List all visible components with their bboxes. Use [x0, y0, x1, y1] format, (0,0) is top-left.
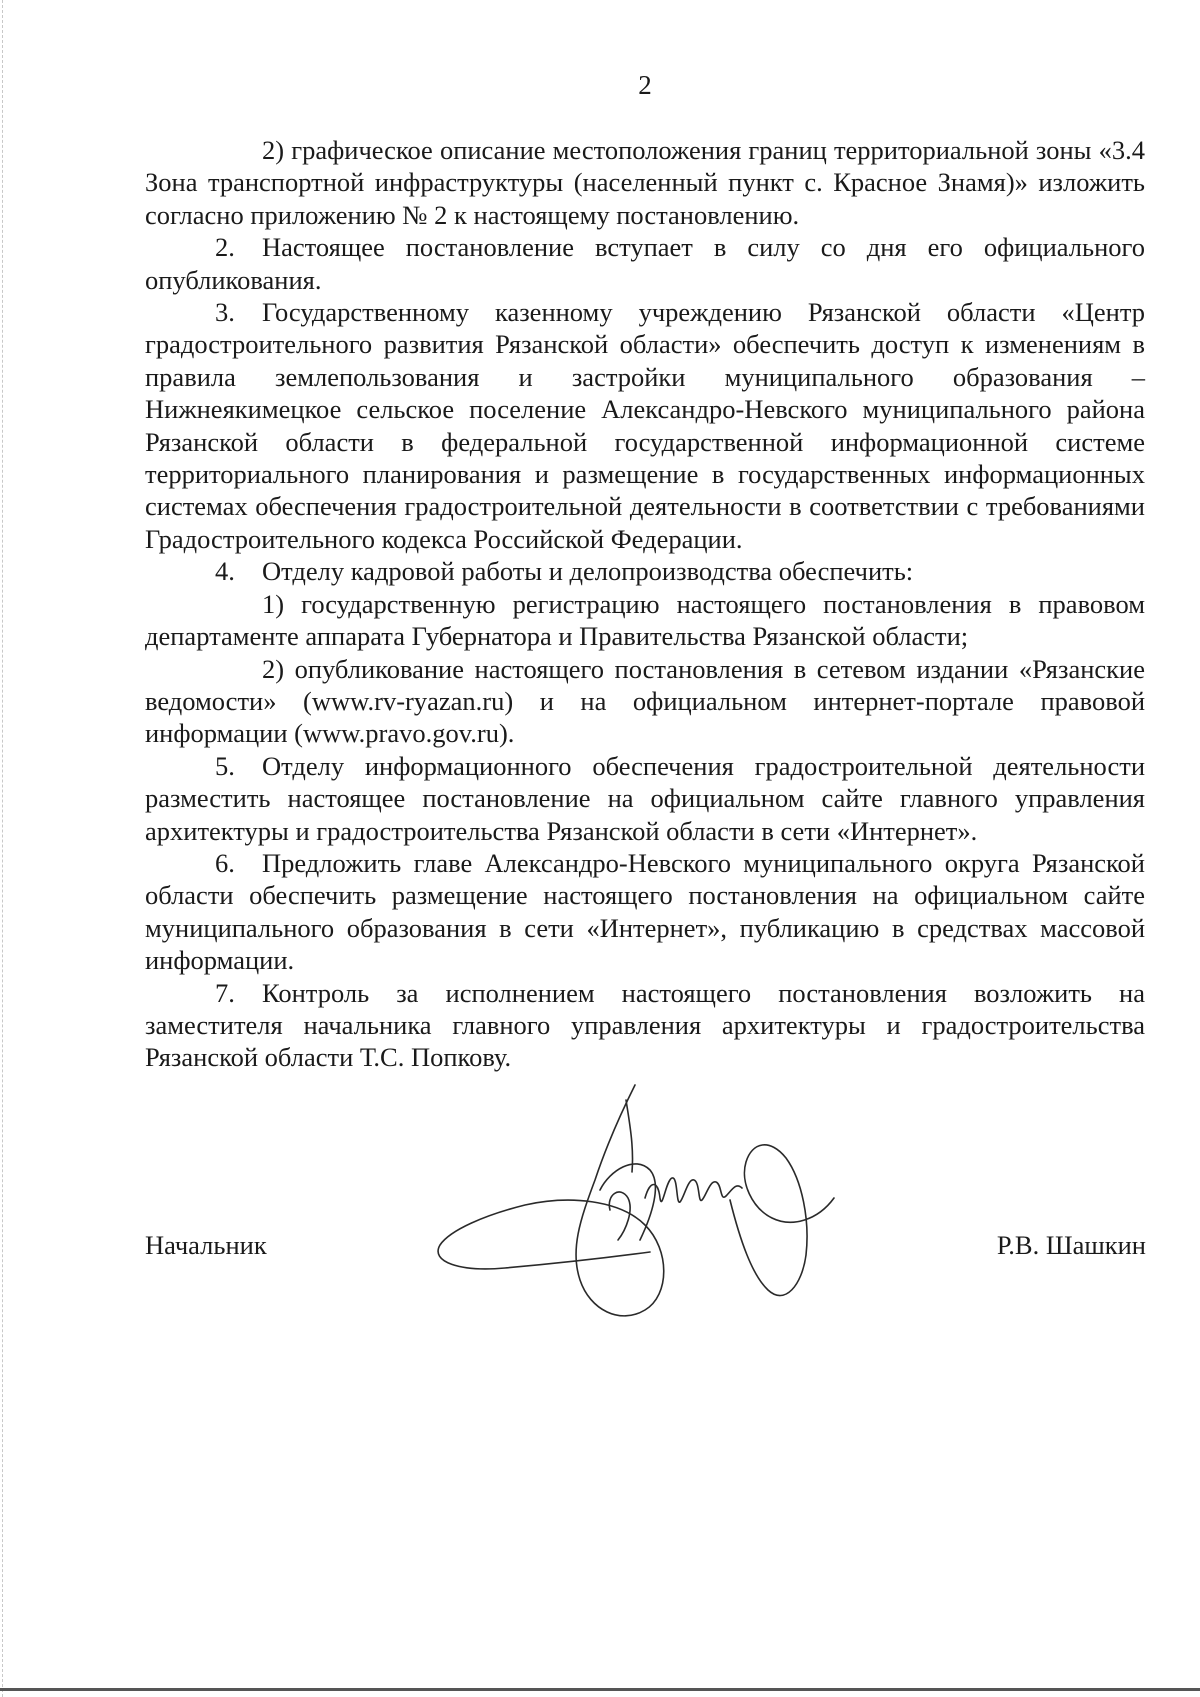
paragraph-4-2-publication — [145, 653, 1145, 750]
paragraph-text: Отделу кадровой работы и делопроизводства обеспечить: — [262, 556, 914, 587]
signatory-title: Начальник — [145, 1230, 267, 1260]
paragraph-number: 5. — [215, 750, 235, 781]
paragraph-item-1-2-graphic-description — [145, 134, 1145, 231]
signature-block — [145, 1230, 1145, 1270]
paragraph-number: 4. — [215, 556, 235, 587]
paragraph-number: 6. — [215, 847, 235, 878]
paragraph-text: Государственному казенному учреждению Рязанской области «Центр градостроительного развития Рязанской области» обеспечить доступ к изменениям в правила землепользования и застройки муниципального образования – Нижнеякимецкое сельское поселение Александро-Невского муниципального района Рязанской области в федеральной государственной информационной системе территориального планирования и размещение в государственных информационных системах обеспечения градостроительной деятельности в соответствии с требованиями Градостроительного кодекса Российской Федерации. — [145, 297, 1145, 554]
paragraph-text: Контроль за исполнением настоящего постановления возложить на заместителя начальника главного управления архитектуры и градостроительства Рязанской области Т.С. Попкову. — [145, 977, 1145, 1073]
paragraph-6-municipal-head — [145, 847, 1145, 977]
paragraph-5-info-department — [145, 750, 1145, 847]
page-bottom-edge — [0, 1688, 1200, 1691]
paragraph-2-effective-date — [145, 231, 1145, 296]
signatory-name: Р.В. Шашкин — [996, 1230, 1146, 1260]
paragraph-number: 2. — [215, 232, 235, 263]
paragraph-number: 7. — [215, 977, 235, 1008]
paragraph-text: 2) графическое описание местоположения границ территориальной зоны «3.4 Зона транспортной инфраструктуры (населенный пункт с. Красное Знамя)» изложить согласно приложению № 2 к настоящему постановлению. — [145, 135, 1145, 230]
paragraph-text: Отделу информационного обеспечения градостроительной деятельности разместить настоящее постановление на официальном сайте главного управления архитектуры и градостроительства Рязанской области в сети «Интернет». — [145, 750, 1145, 846]
handwritten-signature — [430, 1080, 900, 1350]
paragraph-text: Предложить главе Александро-Невского муниципального округа Рязанской области обеспечить размещение настоящего постановления на официальном сайте муниципального образования в сети «Интернет», публикацию в средствах массовой информации. — [145, 847, 1145, 976]
page-number: 2 — [638, 70, 652, 100]
paragraph-4-1-registration — [145, 588, 1145, 653]
paragraph-number: 3. — [215, 297, 235, 328]
page-left-edge — [2, 0, 3, 1697]
paragraph-4-hr-department — [145, 555, 1145, 587]
paragraph-text: 1) государственную регистрацию настоящего постановления в правовом департаменте аппарата Губернатора и Правительства Рязанской области; — [145, 588, 1145, 652]
paragraph-text: Настоящее постановление вступает в силу со дня его официального опубликования. — [145, 232, 1145, 295]
document-body — [145, 134, 1145, 1074]
paragraph-7-control — [145, 977, 1145, 1074]
paragraph-3-access-provision — [145, 296, 1145, 555]
paragraph-text: 2) опубликование настоящего постановления в сетевом издании «Рязанские ведомости» (www.rv-ryazan.ru) и на официальном интернет-портале правовой информации (www.pravo.gov.ru). — [145, 653, 1145, 749]
